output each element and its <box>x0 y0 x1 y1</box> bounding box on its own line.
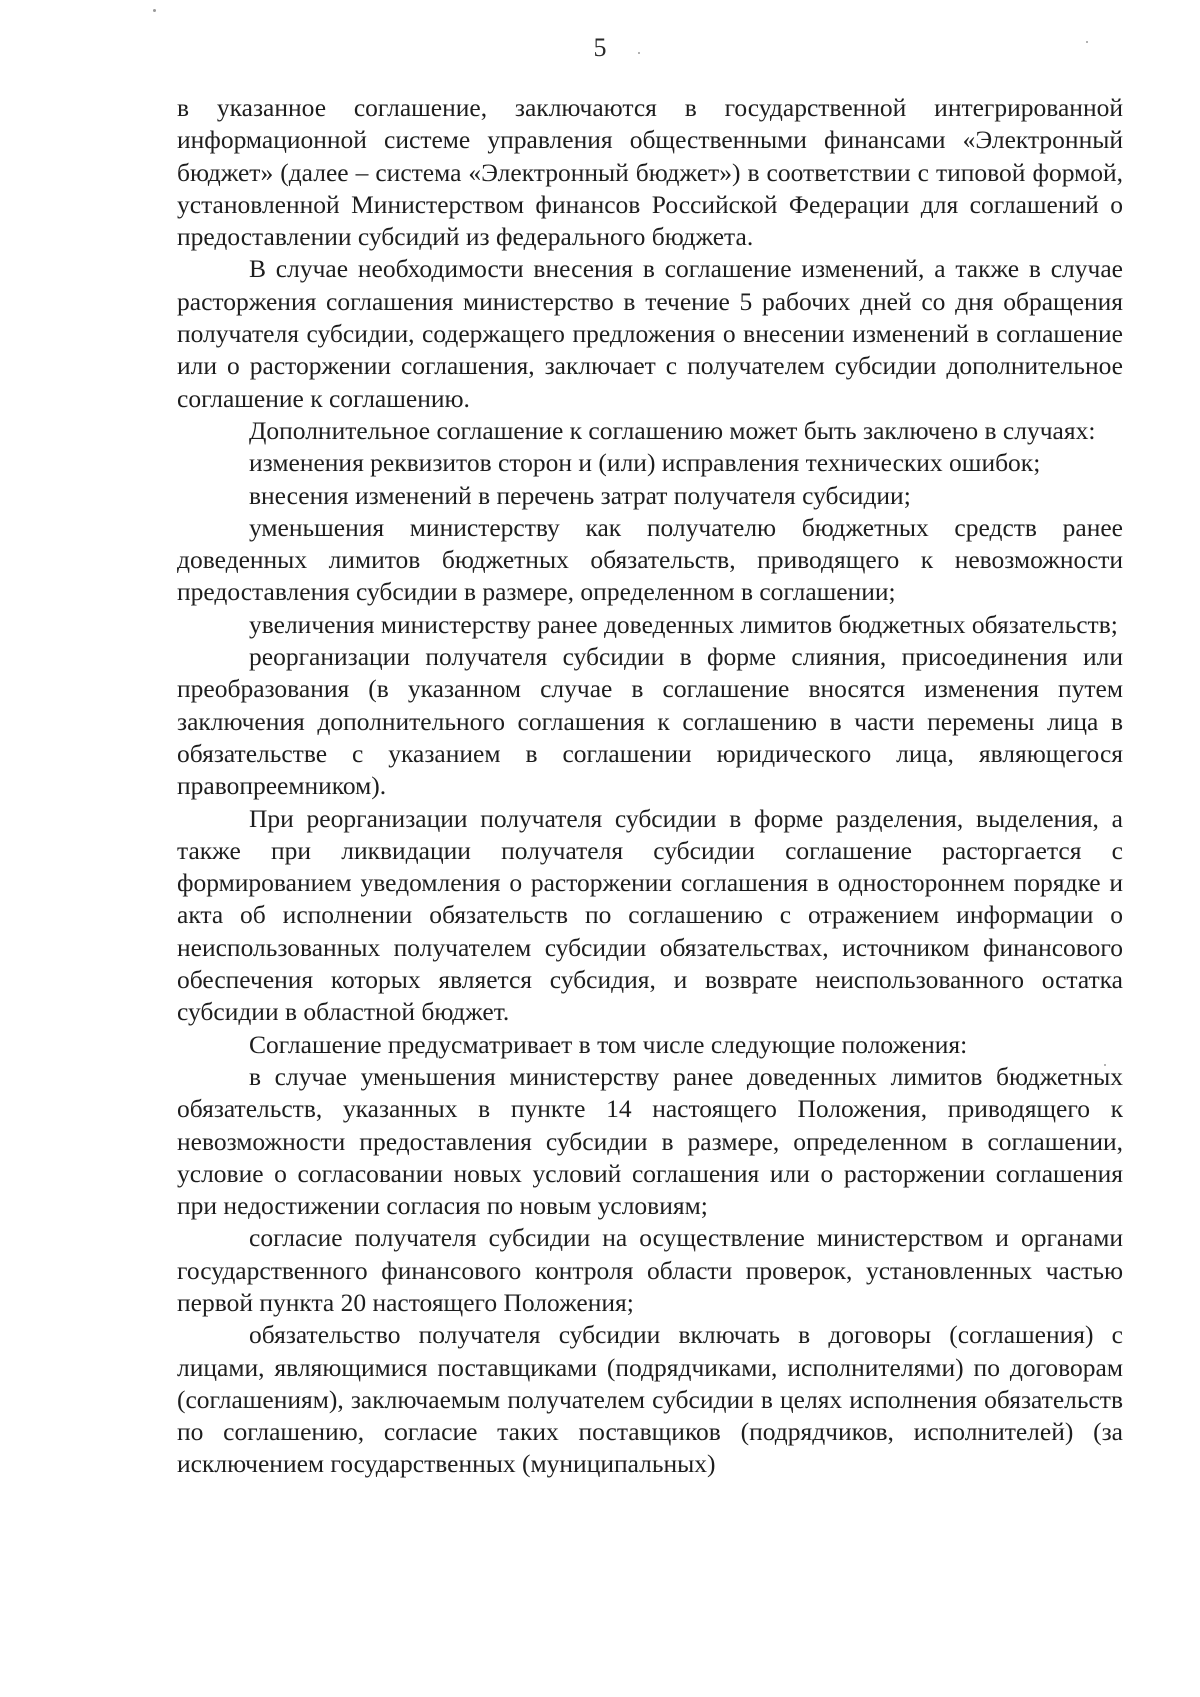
paragraph: В случае необходимости внесения в соглашение изменений, а также в случае расторжения соглашения министерство в течение 5 рабочих дней со дня обращения получателя субсидии, содержащего предложения о внесении изменений в соглашение или о расторжении соглашения, заключает с получателем субсидии дополнительное соглашение к соглашению. <box>177 254 1123 413</box>
list-item: внесения изменений в перечень затрат получателя субсидии; <box>249 480 911 510</box>
paragraph: При реорганизации получателя субсидии в форме разделения, выделения, а также при ликвидации получателя субсидии соглашение расторгается с формированием уведомления о расторжении соглашения в одностороннем порядке и акта об исполнении обязательств по соглашению с отражением информации о неиспользованных получателем субсидии обязательствах, источником финансового обеспечения которых является субсидия, и возврате неиспользованного остатка субсидии в областной бюджет. <box>177 803 1123 1027</box>
list-item: изменения реквизитов сторон и (или) исправления технических ошибок; <box>249 448 1041 478</box>
paragraph: Соглашение предусматривает в том числе следующие положения: <box>249 1029 968 1059</box>
list-item: увеличения министерству ранее доведенных лимитов бюджетных обязательств; <box>249 609 1118 639</box>
list-item: в случае уменьшения министерству ранее доведенных лимитов бюджетных обязательств, указанных в пункте 14 настоящего Положения, приводящего к невозможности предоставления субсидии в размере, определенном в соглашении, условие о согласовании новых условий соглашения или о расторжении соглашения при недостижении согласия по новым условиям; <box>177 1061 1123 1221</box>
paragraph: Дополнительное соглашение к соглашению может быть заключено в случаях: <box>249 415 1096 445</box>
list-item: согласие получателя субсидии на осуществление министерством и органами государственного финансового контроля области проверок, установленных частью первой пункта 20 настоящего Положения; <box>177 1223 1123 1317</box>
paragraph: в указанное соглашение, заключаются в государственной интегрированной информационной системе управления общественными финансами «Электронный бюджет» (далее – система «Электронный бюджет») в соответствии с типовой формой, установленной Министерством финансов Российской Федерации для соглашений о предоставлении субсидий из федерального бюджета. <box>177 93 1123 252</box>
scan-speck <box>153 9 156 12</box>
page-number: 5 <box>593 33 607 62</box>
document-body <box>177 92 1123 1481</box>
list-item: обязательство получателя субсидии включать в договоры (соглашения) с лицами, являющимися поставщиками (подрядчиками, исполнителями) по договорам (соглашениям), заключаемым получателем субсидии в целях исполнения обязательств по соглашению, согласие таких поставщиков (подрядчиков, исполнителей) (за исключением государственных (муниципальных) <box>177 1320 1123 1479</box>
list-item: уменьшения министерству как получателю бюджетных средств ранее доведенных лимитов бюджетных обязательств, приводящего к невозможности предоставления субсидии в размере, определенном в соглашении; <box>177 512 1123 607</box>
list-item: реорганизации получателя субсидии в форме слияния, присоединения или преобразования (в указанном случае в соглашение вносятся изменения путем заключения дополнительного соглашения к соглашению в части перемены лица в обязательстве с указанием в соглашении юридического лица, являющегося правопреемником). <box>177 642 1123 801</box>
